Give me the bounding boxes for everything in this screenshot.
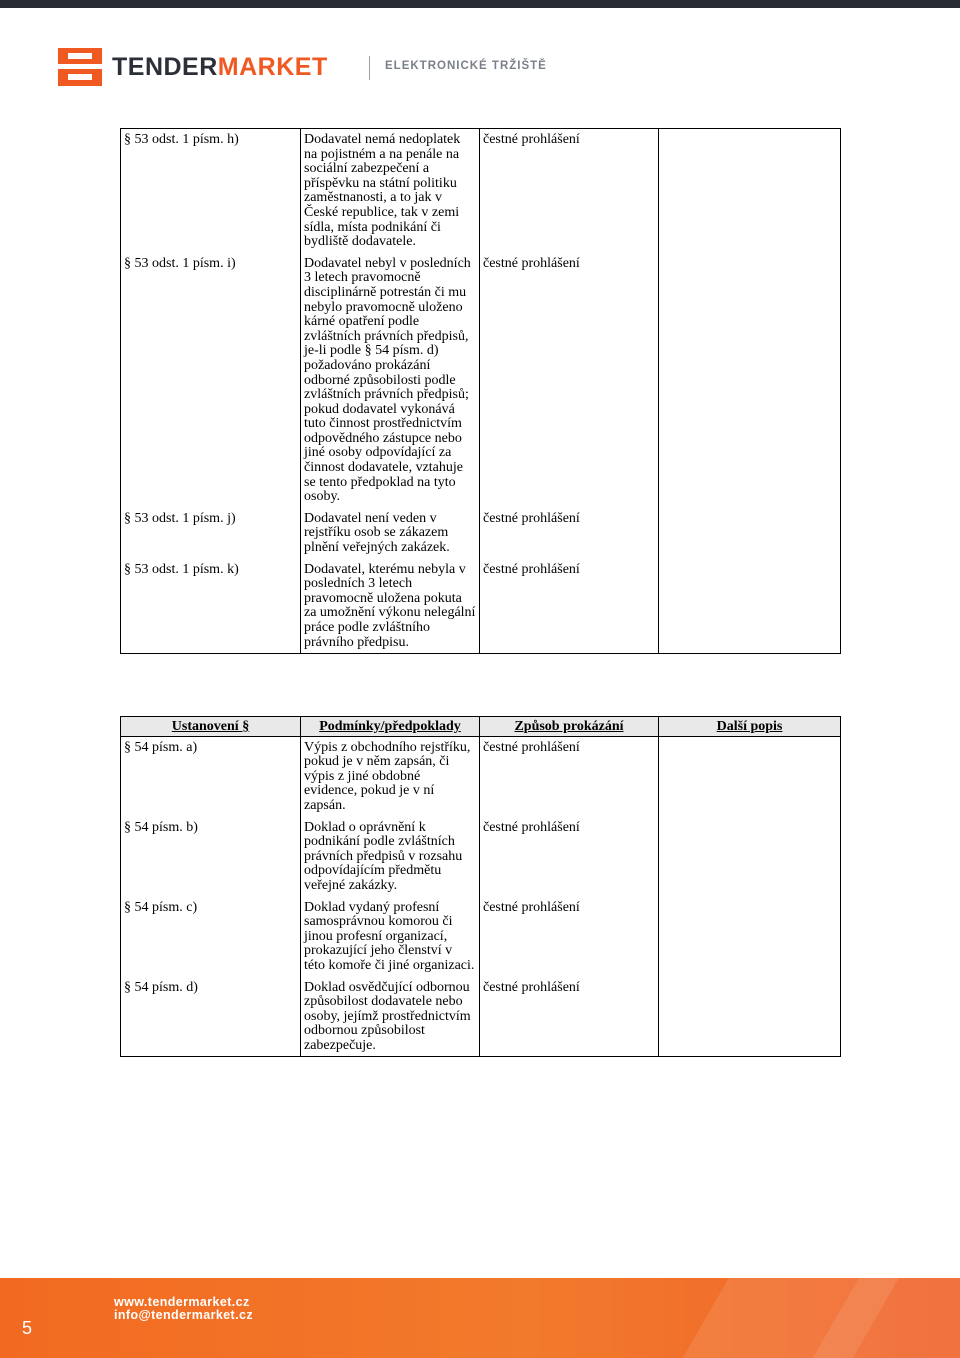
provision-cell: § 54 písm. b) <box>121 817 301 897</box>
tendermarket-logo-icon <box>58 48 102 86</box>
column-header-provision: Ustanovení § <box>121 717 301 737</box>
exclusion-criteria-table <box>120 128 841 654</box>
condition-cell: Dodavatel není veden v rejstříku osob se zákazem plnění veřejných zakázek. <box>301 508 480 559</box>
proof-cell: čestné prohlášení <box>480 559 659 654</box>
header <box>58 48 618 88</box>
note-cell <box>659 253 841 508</box>
footer-contacts <box>114 1296 253 1322</box>
provision-cell: § 53 odst. 1 písm. k) <box>121 559 301 654</box>
provision-cell: § 54 písm. a) <box>121 736 301 816</box>
brand-logo-text <box>112 52 328 82</box>
table-row <box>121 129 841 253</box>
column-header-condition: Podmínky/předpoklady <box>301 717 480 737</box>
qualification-criteria-table <box>120 716 841 1057</box>
note-cell <box>659 977 841 1057</box>
condition-cell: Doklad o oprávnění k podnikání podle zvláštních právních předpisů v rozsahu odpovídajícím předmětu veřejné zakázky. <box>301 817 480 897</box>
top-bar <box>0 0 960 8</box>
website-link[interactable]: www.tendermarket.cz <box>114 1295 250 1309</box>
table-row <box>121 559 841 654</box>
note-cell <box>659 508 841 559</box>
brand-market: MARKET <box>217 53 328 81</box>
provision-cell: § 54 písm. d) <box>121 977 301 1057</box>
table-row <box>121 817 841 897</box>
table-row <box>121 253 841 508</box>
condition-cell: Dodavatel nebyl v posledních 3 letech pravomocně disciplinárně potrestán či mu nebylo pravomocně uloženo kárné opatření podle zvláštních právních předpisů, je-li podle § 54 písm. d) požadováno prokázání odborné způsobilosti podle zvláštních právních předpisů; pokud dodavatel vykonává tuto činnost prostřednictvím odpovědného zástupce nebo jiné osoby odpovídající za činnost dodavatele, vztahuje se tento předpoklad na tyto osoby. <box>301 253 480 508</box>
table-row <box>121 508 841 559</box>
column-header-note: Další popis <box>659 717 841 737</box>
condition-cell: Doklad vydaný profesní samosprávnou komorou či jinou profesní organizací, prokazující jeho členství v této komoře či jiné organizaci. <box>301 897 480 977</box>
page-number: 5 <box>22 1318 33 1338</box>
table-row <box>121 736 841 816</box>
table-header-row <box>121 717 841 737</box>
proof-cell: čestné prohlášení <box>480 736 659 816</box>
footer-decoration <box>660 1278 960 1358</box>
note-cell <box>659 817 841 897</box>
proof-cell: čestné prohlášení <box>480 129 659 253</box>
table-row <box>121 897 841 977</box>
note-cell <box>659 129 841 253</box>
proof-cell: čestné prohlášení <box>480 977 659 1057</box>
proof-cell: čestné prohlášení <box>480 897 659 977</box>
email-link[interactable]: info@tendermarket.cz <box>114 1308 253 1322</box>
proof-cell: čestné prohlášení <box>480 817 659 897</box>
proof-cell: čestné prohlášení <box>480 508 659 559</box>
note-cell <box>659 897 841 977</box>
provision-cell: § 53 odst. 1 písm. i) <box>121 253 301 508</box>
condition-cell: Výpis z obchodního rejstříku, pokud je v něm zapsán, či výpis z jiné obdobné evidence, pokud je v ní zapsán. <box>301 736 480 816</box>
brand-tender: TENDER <box>112 53 218 81</box>
provision-cell: § 53 odst. 1 písm. j) <box>121 508 301 559</box>
column-header-proof: Způsob prokázání <box>480 717 659 737</box>
condition-cell: Doklad osvědčující odbornou způsobilost dodavatele nebo osoby, jejímž prostřednictvím odbornou způsobilost zabezpečuje. <box>301 977 480 1057</box>
provision-cell: § 53 odst. 1 písm. h) <box>121 129 301 253</box>
note-cell <box>659 559 841 654</box>
brand-tagline: ELEKTRONICKÉ TRŽIŠTĚ <box>385 60 547 72</box>
provision-cell: § 54 písm. c) <box>121 897 301 977</box>
condition-cell: Dodavatel, kterému nebyla v posledních 3 letech pravomocně uložena pokuta za umožnění výkonu nelegální práce podle zvláštního právního předpisu. <box>301 559 480 654</box>
proof-cell: čestné prohlášení <box>480 253 659 508</box>
condition-cell: Dodavatel nemá nedoplatek na pojistném a na penále na sociální zabezpečení a příspěvku na státní politiku zaměstnanosti, a to jak v České republice, tak v zemi sídla, místa podnikání či bydliště dodavatele. <box>301 129 480 253</box>
table-row <box>121 977 841 1057</box>
header-divider <box>369 56 370 80</box>
note-cell <box>659 736 841 816</box>
